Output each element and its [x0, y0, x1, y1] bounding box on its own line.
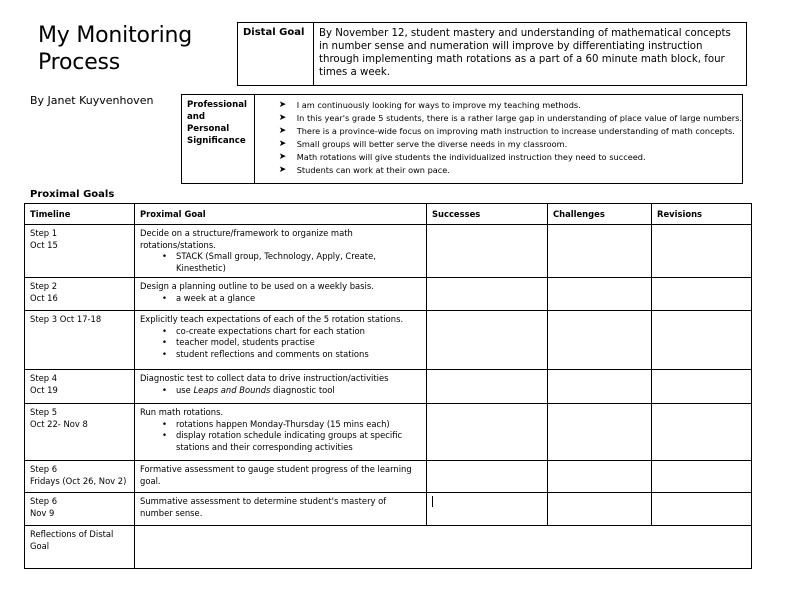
arrow-bullet-icon: ➤ [278, 139, 287, 149]
column-header-successes: Successes [427, 204, 548, 225]
timeline-cell[interactable]: Step 3 Oct 17-18 [25, 311, 135, 370]
distal-goal-text[interactable]: By November 12, student mastery and understanding of mathematical concepts in number sense and numeration will improve by differentiating instruction through implementing math rotations as a part of a 60 minute math block, four times a week. [319, 28, 731, 78]
significance-list [255, 95, 742, 183]
distal-goal-label: Distal Goal [238, 23, 314, 85]
timeline-cell[interactable]: Step 1 Oct 15 [25, 225, 135, 278]
table-row [25, 278, 752, 311]
revisions-cell[interactable] [652, 225, 752, 278]
list-item: • rotations happen Monday-Thursday (15 mins each) [176, 419, 421, 431]
list-item: • a week at a glance [176, 293, 421, 305]
timeline-cell[interactable]: Step 6 Nov 9 [25, 493, 135, 526]
challenges-cell[interactable] [548, 370, 652, 404]
successes-cell[interactable] [427, 404, 548, 461]
distal-goal-box [237, 22, 747, 86]
proximal-goals-table [24, 203, 752, 569]
table-header-row [25, 204, 752, 225]
proximal-goal-cell[interactable]: Summative assessment to determine student's mastery of number sense. [135, 493, 427, 526]
list-item[interactable]: ➤ There is a province-wide focus on improving math instruction to increase understanding of math concepts. [278, 126, 735, 136]
list-item: • teacher model, students practise [176, 337, 421, 349]
title-line-2: Process [38, 50, 121, 75]
table-row [25, 493, 752, 526]
arrow-bullet-icon: ➤ [278, 100, 287, 110]
challenges-cell[interactable] [548, 493, 652, 526]
successes-cell[interactable] [427, 493, 548, 526]
timeline-cell[interactable]: Step 6 Fridays (Oct 26, Nov 2) [25, 461, 135, 493]
challenges-cell[interactable] [548, 225, 652, 278]
list-item: • use Leaps and Bounds diagnostic tool [176, 385, 421, 397]
professional-significance-box [181, 94, 743, 184]
proximal-goal-cell[interactable]: Explicitly teach expectations of each of the 5 rotation stations. • co-create expectations chart for each station • teacher model, students practise • student reflections and comments on stations [135, 311, 427, 370]
goal-bullets [140, 419, 421, 454]
author-byline: By Janet Kuyvenhoven [30, 94, 154, 107]
column-header-revisions: Revisions [652, 204, 752, 225]
list-item[interactable]: ➤ Math rotations will give students the individualized instruction they need to succeed. [278, 152, 646, 162]
successes-cell[interactable] [427, 461, 548, 493]
successes-cell[interactable] [427, 370, 548, 404]
table-row [25, 461, 752, 493]
timeline-cell[interactable]: Step 5 Oct 22- Nov 8 [25, 404, 135, 461]
challenges-cell[interactable] [548, 404, 652, 461]
proximal-goals-heading: Proximal Goals [30, 189, 115, 200]
successes-cell[interactable] [427, 311, 548, 370]
arrow-bullet-icon: ➤ [278, 165, 287, 175]
reflections-label: Reflections of Distal Goal [25, 526, 135, 569]
professional-significance-label: Professional and Personal Significance [182, 95, 255, 183]
reflections-input-cell[interactable] [135, 526, 752, 569]
list-item: • STACK (Small group, Technology, Apply, Create, Kinesthetic) [176, 251, 421, 274]
table-row [25, 370, 752, 404]
column-header-challenges: Challenges [548, 204, 652, 225]
title-line-1: My Monitoring [38, 23, 193, 48]
revisions-cell[interactable] [652, 493, 752, 526]
page-title [38, 22, 192, 76]
reflections-row [25, 526, 752, 569]
proximal-goal-cell[interactable]: Run math rotations. • rotations happen Monday-Thursday (15 mins each) • display rotation schedule indicating groups at specific stations and their corresponding activities [135, 404, 427, 461]
goal-bullets [140, 326, 421, 361]
list-item[interactable]: ➤ Small groups will better serve the diverse needs in my classroom. [278, 139, 568, 149]
timeline-cell[interactable]: Step 4 Oct 19 [25, 370, 135, 404]
proximal-goal-cell[interactable]: Decide on a structure/framework to organize math rotations/stations. • STACK (Small group, Technology, Apply, Create, Kinesthetic) [135, 225, 427, 278]
list-item: • display rotation schedule indicating groups at specific stations and their corresponding activities [176, 430, 421, 453]
column-header-proximal-goal: Proximal Goal [135, 204, 427, 225]
proximal-goal-cell[interactable]: Design a planning outline to be used on a weekly basis. • a week at a glance [135, 278, 427, 311]
revisions-cell[interactable] [652, 278, 752, 311]
arrow-bullet-icon: ➤ [278, 113, 287, 123]
challenges-cell[interactable] [548, 461, 652, 493]
arrow-bullet-icon: ➤ [278, 152, 287, 162]
revisions-cell[interactable] [652, 370, 752, 404]
revisions-cell[interactable] [652, 404, 752, 461]
revisions-cell[interactable] [652, 311, 752, 370]
list-item[interactable]: ➤ Students can work at their own pace. [278, 165, 450, 175]
successes-cell[interactable] [427, 278, 548, 311]
list-item[interactable]: ➤ I am continuously looking for ways to improve my teaching methods. [278, 100, 581, 110]
goal-bullets [140, 385, 421, 397]
list-item: • student reflections and comments on stations [176, 349, 421, 361]
list-item[interactable]: ➤ In this year's grade 5 students, there is a rather large gap in understanding of place value of large numbers. [278, 113, 742, 123]
successes-cell[interactable] [427, 225, 548, 278]
table-row [25, 311, 752, 370]
timeline-cell[interactable]: Step 2 Oct 16 [25, 278, 135, 311]
proximal-goal-cell[interactable]: Diagnostic test to collect data to drive instruction/activities • use Leaps and Bounds diagnostic tool [135, 370, 427, 404]
challenges-cell[interactable] [548, 278, 652, 311]
arrow-bullet-icon: ➤ [278, 126, 287, 136]
goal-bullets [140, 251, 421, 274]
text-cursor [432, 496, 433, 507]
revisions-cell[interactable] [652, 461, 752, 493]
goal-bullets [140, 293, 421, 305]
proximal-goal-cell[interactable]: Formative assessment to gauge student progress of the learning goal. [135, 461, 427, 493]
table-row [25, 404, 752, 461]
challenges-cell[interactable] [548, 311, 652, 370]
column-header-timeline: Timeline [25, 204, 135, 225]
list-item: • co-create expectations chart for each station [176, 326, 421, 338]
table-row [25, 225, 752, 278]
